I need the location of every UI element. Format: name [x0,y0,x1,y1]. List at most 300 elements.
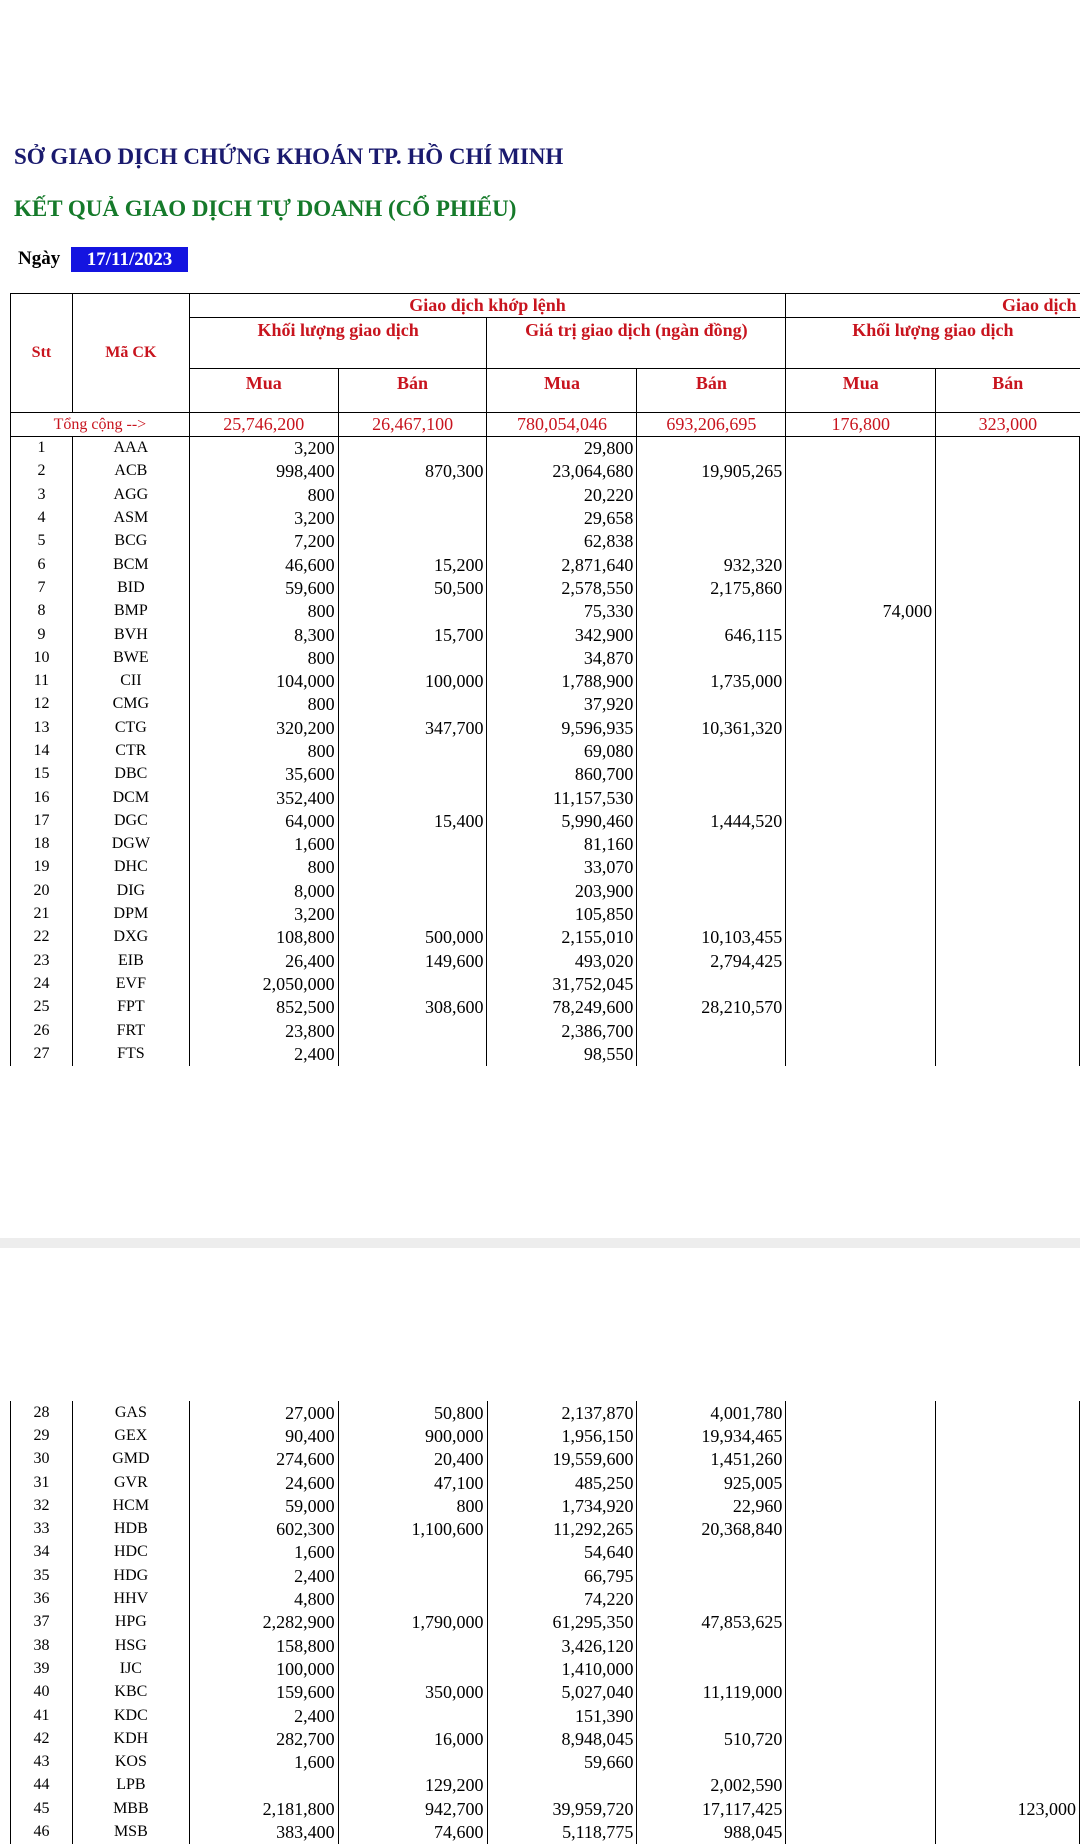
row-sell-volume: 1,790,000 [338,1611,487,1634]
row-other-sell-volume [936,996,1080,1019]
row-other-buy-volume [786,1541,936,1564]
row-other-buy-volume [786,1401,936,1424]
table-row [11,1820,1080,1843]
row-other-buy-volume [786,1750,936,1773]
table-row [11,506,1080,529]
row-code: FPT [72,996,189,1019]
table-row [11,1494,1080,1517]
row-buy-value: 1,410,000 [487,1657,637,1680]
row-code: HDC [72,1541,189,1564]
row-code: DXG [72,926,189,949]
row-buy-value: 69,080 [487,739,637,762]
row-code: KBC [72,1681,189,1704]
row-sell-volume [338,1657,487,1680]
row-other-buy-volume [786,1657,936,1680]
row-other-sell-volume [936,600,1080,623]
row-buy-volume: 800 [189,856,338,879]
row-other-sell-volume [936,483,1080,506]
row-sell-value [637,483,786,506]
row-code: FRT [72,1019,189,1042]
row-sell-volume [338,902,487,925]
row-buy-value: 5,990,460 [487,809,637,832]
row-stt: 35 [11,1564,73,1587]
row-sell-value [637,1634,786,1657]
row-buy-volume: 4,800 [189,1587,338,1610]
row-buy-value: 59,660 [487,1750,637,1773]
row-sell-value [637,1019,786,1042]
row-other-buy-volume [786,1042,936,1065]
row-stt: 23 [11,949,73,972]
row-stt: 9 [11,623,73,646]
row-sell-volume [338,879,487,902]
table-row [11,1019,1080,1042]
row-sell-value [637,972,786,995]
total-value: 323,000 [936,413,1080,437]
row-other-buy-volume [786,1448,936,1471]
row-code: ACB [72,460,189,483]
row-other-sell-volume [936,833,1080,856]
row-other-sell-volume [936,926,1080,949]
row-sell-value [637,600,786,623]
row-code: HCM [72,1494,189,1517]
row-other-sell-volume [936,786,1080,809]
row-other-buy-volume [786,972,936,995]
table-row [11,739,1080,762]
table-row [11,763,1080,786]
row-sell-volume [338,506,487,529]
row-stt: 38 [11,1634,73,1657]
row-buy-value: 31,752,045 [487,972,637,995]
row-buy-volume: 602,300 [189,1517,338,1540]
row-other-sell-volume [936,646,1080,669]
row-other-sell-volume: 123,000 [936,1797,1080,1820]
row-buy-value: 151,390 [487,1704,637,1727]
row-stt: 17 [11,809,73,832]
row-buy-volume: 108,800 [189,926,338,949]
row-code: GAS [72,1401,189,1424]
row-sell-volume: 900,000 [338,1424,487,1447]
row-code: KDH [72,1727,189,1750]
row-other-sell-volume [936,623,1080,646]
table-row [11,483,1080,506]
row-other-sell-volume [936,693,1080,716]
row-other-buy-volume [786,1019,936,1042]
row-stt: 27 [11,1042,73,1065]
row-buy-value: 342,900 [487,623,637,646]
row-other-buy-volume [786,1517,936,1540]
row-sell-volume: 500,000 [338,926,487,949]
row-buy-volume: 23,800 [189,1019,338,1042]
row-code: IJC [72,1657,189,1680]
row-sell-volume: 16,000 [338,1727,487,1750]
row-buy-volume: 59,600 [189,576,338,599]
row-buy-volume: 1,600 [189,833,338,856]
table-row [11,716,1080,739]
table-row [11,1657,1080,1680]
row-buy-value: 98,550 [487,1042,637,1065]
row-buy-value: 61,295,350 [487,1611,637,1634]
header-buy: Mua [786,369,936,413]
row-buy-volume: 104,000 [189,669,338,692]
row-code: EIB [72,949,189,972]
table-row [11,949,1080,972]
table-row [11,1681,1080,1704]
table-row [11,1564,1080,1587]
table-row [11,1797,1080,1820]
row-sell-volume [338,693,487,716]
row-other-sell-volume [936,460,1080,483]
row-sell-value: 2,002,590 [637,1774,786,1797]
row-stt: 46 [11,1820,73,1843]
row-other-sell-volume [936,1704,1080,1727]
row-sell-volume: 800 [338,1494,487,1517]
row-other-sell-volume [936,1774,1080,1797]
row-code: MSB [72,1820,189,1843]
row-other-sell-volume [936,1471,1080,1494]
row-code: HSG [72,1634,189,1657]
table-row [11,1750,1080,1773]
table-row [11,1541,1080,1564]
row-buy-value: 20,220 [487,483,637,506]
row-buy-volume: 2,400 [189,1042,338,1065]
row-sell-volume [338,972,487,995]
table-row [11,1587,1080,1610]
row-buy-volume: 59,000 [189,1494,338,1517]
row-stt: 6 [11,553,73,576]
row-code: DCM [72,786,189,809]
row-stt: 42 [11,1727,73,1750]
row-stt: 1 [11,437,73,460]
row-buy-value: 23,064,680 [487,460,637,483]
row-stt: 43 [11,1750,73,1773]
row-buy-value [487,1774,637,1797]
header-buy: Mua [189,369,338,413]
row-sell-value [637,1042,786,1065]
row-buy-value: 9,596,935 [487,716,637,739]
row-other-sell-volume [936,553,1080,576]
row-sell-value: 988,045 [637,1820,786,1843]
page-separator [0,1238,1080,1248]
total-value: 176,800 [786,413,936,437]
table-body [11,437,1080,1066]
table-row [11,902,1080,925]
row-other-buy-volume [786,1564,936,1587]
row-buy-volume: 158,800 [189,1634,338,1657]
header-stt: Stt [11,294,73,413]
header-code: Mã CK [72,294,189,413]
row-other-buy-volume [786,1797,936,1820]
row-buy-value: 1,788,900 [487,669,637,692]
row-sell-volume [338,483,487,506]
row-sell-volume [338,833,487,856]
row-buy-volume: 46,600 [189,553,338,576]
row-code: GEX [72,1424,189,1447]
row-sell-volume: 1,100,600 [338,1517,487,1540]
row-buy-volume: 800 [189,483,338,506]
total-label: Tổng cộng --> [11,413,190,437]
row-stt: 5 [11,530,73,553]
table-row [11,926,1080,949]
row-stt: 26 [11,1019,73,1042]
table-row [11,856,1080,879]
row-buy-volume: 800 [189,693,338,716]
total-value: 780,054,046 [487,413,637,437]
row-other-buy-volume [786,949,936,972]
row-code: ASM [72,506,189,529]
trading-table-page2 [10,1401,1080,1844]
row-other-buy-volume [786,1634,936,1657]
total-value: 25,746,200 [189,413,338,437]
row-buy-volume: 8,000 [189,879,338,902]
row-code: KOS [72,1750,189,1773]
row-buy-value: 29,658 [487,506,637,529]
row-sell-value: 17,117,425 [637,1797,786,1820]
row-sell-volume: 15,700 [338,623,487,646]
row-other-buy-volume: 74,000 [786,600,936,623]
row-sell-value: 11,119,000 [637,1681,786,1704]
row-buy-volume: 274,600 [189,1448,338,1471]
table-row [11,460,1080,483]
table-row [11,646,1080,669]
row-sell-volume [338,600,487,623]
table-row [11,1774,1080,1797]
row-buy-volume: 800 [189,646,338,669]
row-code: DBC [72,763,189,786]
row-buy-value: 2,871,640 [487,553,637,576]
row-buy-value: 54,640 [487,1541,637,1564]
row-buy-volume: 998,400 [189,460,338,483]
row-buy-value: 39,959,720 [487,1797,637,1820]
row-other-sell-volume [936,1042,1080,1065]
row-sell-volume: 870,300 [338,460,487,483]
row-buy-volume: 159,600 [189,1681,338,1704]
row-stt: 7 [11,576,73,599]
row-buy-value: 3,426,120 [487,1634,637,1657]
row-stt: 29 [11,1424,73,1447]
row-stt: 19 [11,856,73,879]
trading-table-page1 [10,293,1080,1066]
row-buy-value: 19,559,600 [487,1448,637,1471]
row-other-buy-volume [786,460,936,483]
table-row [11,623,1080,646]
row-code: DGC [72,809,189,832]
row-sell-value [637,530,786,553]
row-other-sell-volume [936,1401,1080,1424]
row-other-sell-volume [936,856,1080,879]
row-buy-volume: 282,700 [189,1727,338,1750]
row-other-buy-volume [786,1774,936,1797]
header-sell: Bán [936,369,1080,413]
row-sell-volume [338,646,487,669]
row-code: HHV [72,1587,189,1610]
row-other-buy-volume [786,693,936,716]
row-other-sell-volume [936,1657,1080,1680]
row-buy-value: 75,330 [487,600,637,623]
row-other-buy-volume [786,576,936,599]
row-sell-volume [338,437,487,460]
row-other-sell-volume [936,1517,1080,1540]
row-buy-value: 2,155,010 [487,926,637,949]
row-buy-value: 74,220 [487,1587,637,1610]
table-row [11,786,1080,809]
row-stt: 14 [11,739,73,762]
row-sell-value [637,693,786,716]
row-buy-volume: 35,600 [189,763,338,786]
row-stt: 32 [11,1494,73,1517]
row-code: BWE [72,646,189,669]
row-stt: 13 [11,716,73,739]
row-buy-value: 2,578,550 [487,576,637,599]
row-sell-volume [338,1704,487,1727]
row-sell-volume: 47,100 [338,1471,487,1494]
row-sell-value [637,1541,786,1564]
row-buy-value: 5,027,040 [487,1681,637,1704]
row-other-buy-volume [786,1471,936,1494]
row-stt: 3 [11,483,73,506]
row-code: LPB [72,1774,189,1797]
header-sell: Bán [338,369,487,413]
row-sell-value: 20,368,840 [637,1517,786,1540]
row-sell-volume [338,1541,487,1564]
table-row [11,1471,1080,1494]
row-other-sell-volume [936,437,1080,460]
header-matched-group: Giao dịch khớp lệnh [189,294,786,318]
row-buy-value: 1,734,920 [487,1494,637,1517]
row-other-buy-volume [786,809,936,832]
date-label: Ngày [18,248,61,269]
table-body [11,1401,1080,1844]
row-buy-volume [189,1774,338,1797]
date-value: 17/11/2023 [71,247,188,272]
row-stt: 8 [11,600,73,623]
row-code: BVH [72,623,189,646]
row-buy-volume: 100,000 [189,1657,338,1680]
row-code: GVR [72,1471,189,1494]
row-stt: 36 [11,1587,73,1610]
row-buy-value: 860,700 [487,763,637,786]
row-buy-volume: 27,000 [189,1401,338,1424]
row-stt: 18 [11,833,73,856]
header-matched-volume: Khối lượng giao dịch [189,318,487,369]
row-sell-volume [338,1750,487,1773]
header-matched-value: Giá trị giao dịch (ngàn đồng) [487,318,786,369]
row-stt: 24 [11,972,73,995]
row-buy-value: 485,250 [487,1471,637,1494]
table-row [11,809,1080,832]
table-row [11,833,1080,856]
row-code: AGG [72,483,189,506]
row-code: HPG [72,1611,189,1634]
row-buy-value: 203,900 [487,879,637,902]
row-other-sell-volume [936,506,1080,529]
row-other-buy-volume [786,996,936,1019]
row-other-buy-volume [786,902,936,925]
total-value: 26,467,100 [338,413,487,437]
row-sell-value [637,833,786,856]
row-other-sell-volume [936,879,1080,902]
row-other-buy-volume [786,646,936,669]
row-other-sell-volume [936,716,1080,739]
table-row [11,1517,1080,1540]
row-buy-value: 29,800 [487,437,637,460]
row-buy-volume: 1,600 [189,1750,338,1773]
row-stt: 44 [11,1774,73,1797]
table-row [11,437,1080,460]
row-code: FTS [72,1042,189,1065]
row-code: CMG [72,693,189,716]
row-stt: 11 [11,669,73,692]
row-other-buy-volume [786,530,936,553]
header-sell: Bán [637,369,786,413]
row-buy-value: 2,137,870 [487,1401,637,1424]
row-buy-value: 8,948,045 [487,1727,637,1750]
row-code: HDB [72,1517,189,1540]
row-sell-value [637,739,786,762]
row-buy-value: 78,249,600 [487,996,637,1019]
row-sell-value: 925,005 [637,1471,786,1494]
table-row [11,1634,1080,1657]
table-row [11,600,1080,623]
row-buy-volume: 383,400 [189,1820,338,1843]
row-sell-value: 28,210,570 [637,996,786,1019]
row-buy-volume: 24,600 [189,1471,338,1494]
row-sell-value [637,1657,786,1680]
row-sell-volume [338,763,487,786]
row-buy-value: 66,795 [487,1564,637,1587]
table-row [11,576,1080,599]
row-other-buy-volume [786,739,936,762]
row-other-buy-volume [786,856,936,879]
row-sell-volume: 20,400 [338,1448,487,1471]
row-stt: 15 [11,763,73,786]
row-sell-value [637,1704,786,1727]
report-title: KẾT QUẢ GIAO DỊCH TỰ DOANH (CỔ PHIẾU) [14,196,517,221]
row-sell-value [637,506,786,529]
row-buy-volume: 852,500 [189,996,338,1019]
row-other-buy-volume [786,437,936,460]
row-other-buy-volume [786,669,936,692]
row-sell-volume [338,1564,487,1587]
exchange-title: SỞ GIAO DỊCH CHỨNG KHOÁN TP. HỒ CHÍ MINH [14,144,564,169]
row-code: CTR [72,739,189,762]
header-other-volume: Khối lượng giao dịch [786,318,1080,369]
row-other-buy-volume [786,506,936,529]
row-other-buy-volume [786,1820,936,1843]
row-buy-volume: 64,000 [189,809,338,832]
row-code: BMP [72,600,189,623]
row-sell-volume [338,1019,487,1042]
row-stt: 31 [11,1471,73,1494]
row-other-sell-volume [936,972,1080,995]
row-buy-volume: 3,200 [189,437,338,460]
row-sell-volume: 350,000 [338,1681,487,1704]
row-buy-value: 37,920 [487,693,637,716]
table-row [11,530,1080,553]
row-sell-value: 2,794,425 [637,949,786,972]
row-buy-volume: 800 [189,600,338,623]
row-sell-value: 510,720 [637,1727,786,1750]
row-buy-value: 62,838 [487,530,637,553]
row-other-sell-volume [936,809,1080,832]
row-sell-volume [338,739,487,762]
row-other-sell-volume [936,1681,1080,1704]
row-stt: 2 [11,460,73,483]
table-row [11,1727,1080,1750]
row-other-sell-volume [936,1424,1080,1447]
row-stt: 40 [11,1681,73,1704]
row-sell-volume: 149,600 [338,949,487,972]
row-sell-value [637,437,786,460]
